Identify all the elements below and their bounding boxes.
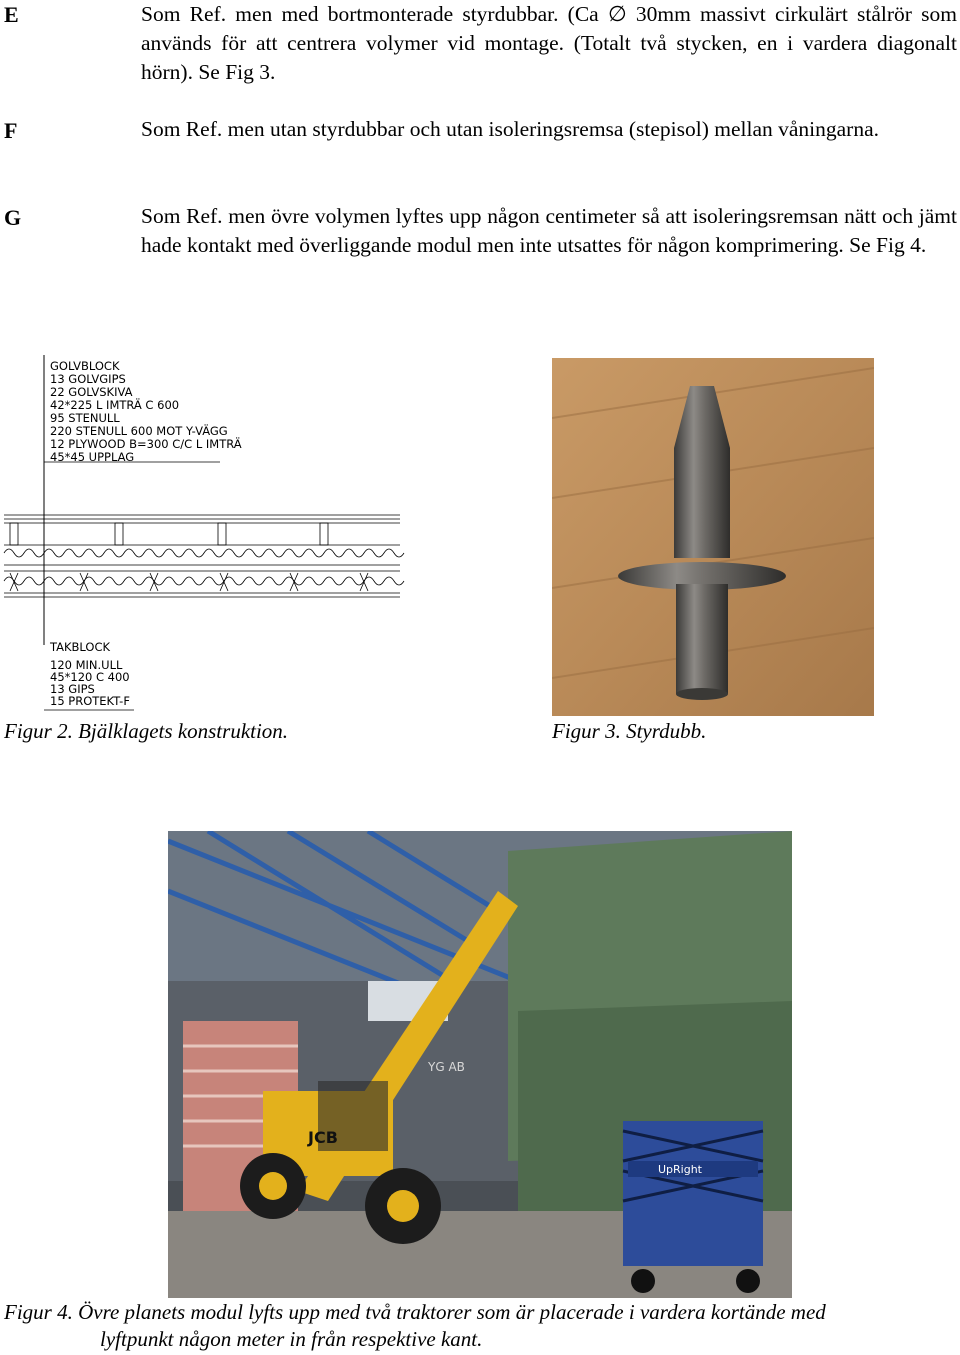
legend-line: 12 PLYWOOD B=300 C/C L IMTRÄ (50, 437, 242, 451)
floor-construction-drawing (0, 355, 410, 715)
warehouse-lift-photo (168, 831, 792, 1298)
legend-line: 120 MIN.ULL (50, 658, 123, 672)
item-text: Som Ref. men utan styrdubbar och utan isoleringsremsa (stepisol) mellan våningarna. (141, 117, 879, 141)
item-letter: E (4, 2, 19, 27)
legend-line: 45*45 UPPLAG (50, 450, 135, 464)
legend-line: 45*120 C 400 (50, 670, 130, 684)
legend-line: 15 PROTEKT-F (50, 694, 130, 708)
item-letter: F (4, 118, 18, 143)
legend-line: TAKBLOCK (50, 640, 111, 654)
wall-sign: YG AB (428, 1060, 465, 1074)
guide-dowel-photo (552, 358, 874, 716)
legend-line: 220 STENULL 600 MOT Y-VÄGG (50, 424, 228, 438)
legend-line: 22 GOLVSKIVA (50, 385, 133, 399)
golvblock-legend (50, 359, 242, 464)
legend-line: GOLVBLOCK (50, 359, 120, 373)
item-text: Som Ref. men övre volymen lyftes upp någon centimeter så att isoleringsremsan nätt och jämt hade kontakt med överliggande modul men inte utsattes för någon komprimering. Se Fig 4. (141, 204, 957, 257)
figure-2-caption: Figur 2. Bjälklagets konstruktion. (4, 719, 289, 743)
legend-line: 95 STENULL (50, 411, 120, 425)
machine-brand: JCB (308, 1128, 338, 1147)
lift-brand: UpRight (658, 1163, 702, 1176)
floor-section (4, 515, 404, 597)
figure-3-caption: Figur 3. Styrdubb. (552, 719, 707, 743)
item-text: Som Ref. men med bortmonterade styrdubbar. (Ca ∅ 30mm massivt cirkulärt stålrör som används för att centrera volymer vid montage. (Totalt två stycken, en i vardera diagonalt hörn). Se Fig 3. (141, 2, 957, 84)
takblock-legend (49, 640, 130, 708)
caption-line: lyftpunkt någon meter in från respektive kant. (100, 1327, 483, 1351)
scissor-lift (623, 1121, 763, 1236)
caption-line: Figur 4. Övre planets modul lyfts upp med två traktorer som är placerade i vardera kortände med (4, 1300, 826, 1324)
legend-line: 13 GIPS (50, 682, 95, 696)
legend-line: 42*225 L IMTRÄ C 600 (50, 398, 180, 412)
item-letter: G (4, 205, 22, 230)
legend-line: 13 GOLVGIPS (50, 372, 126, 386)
